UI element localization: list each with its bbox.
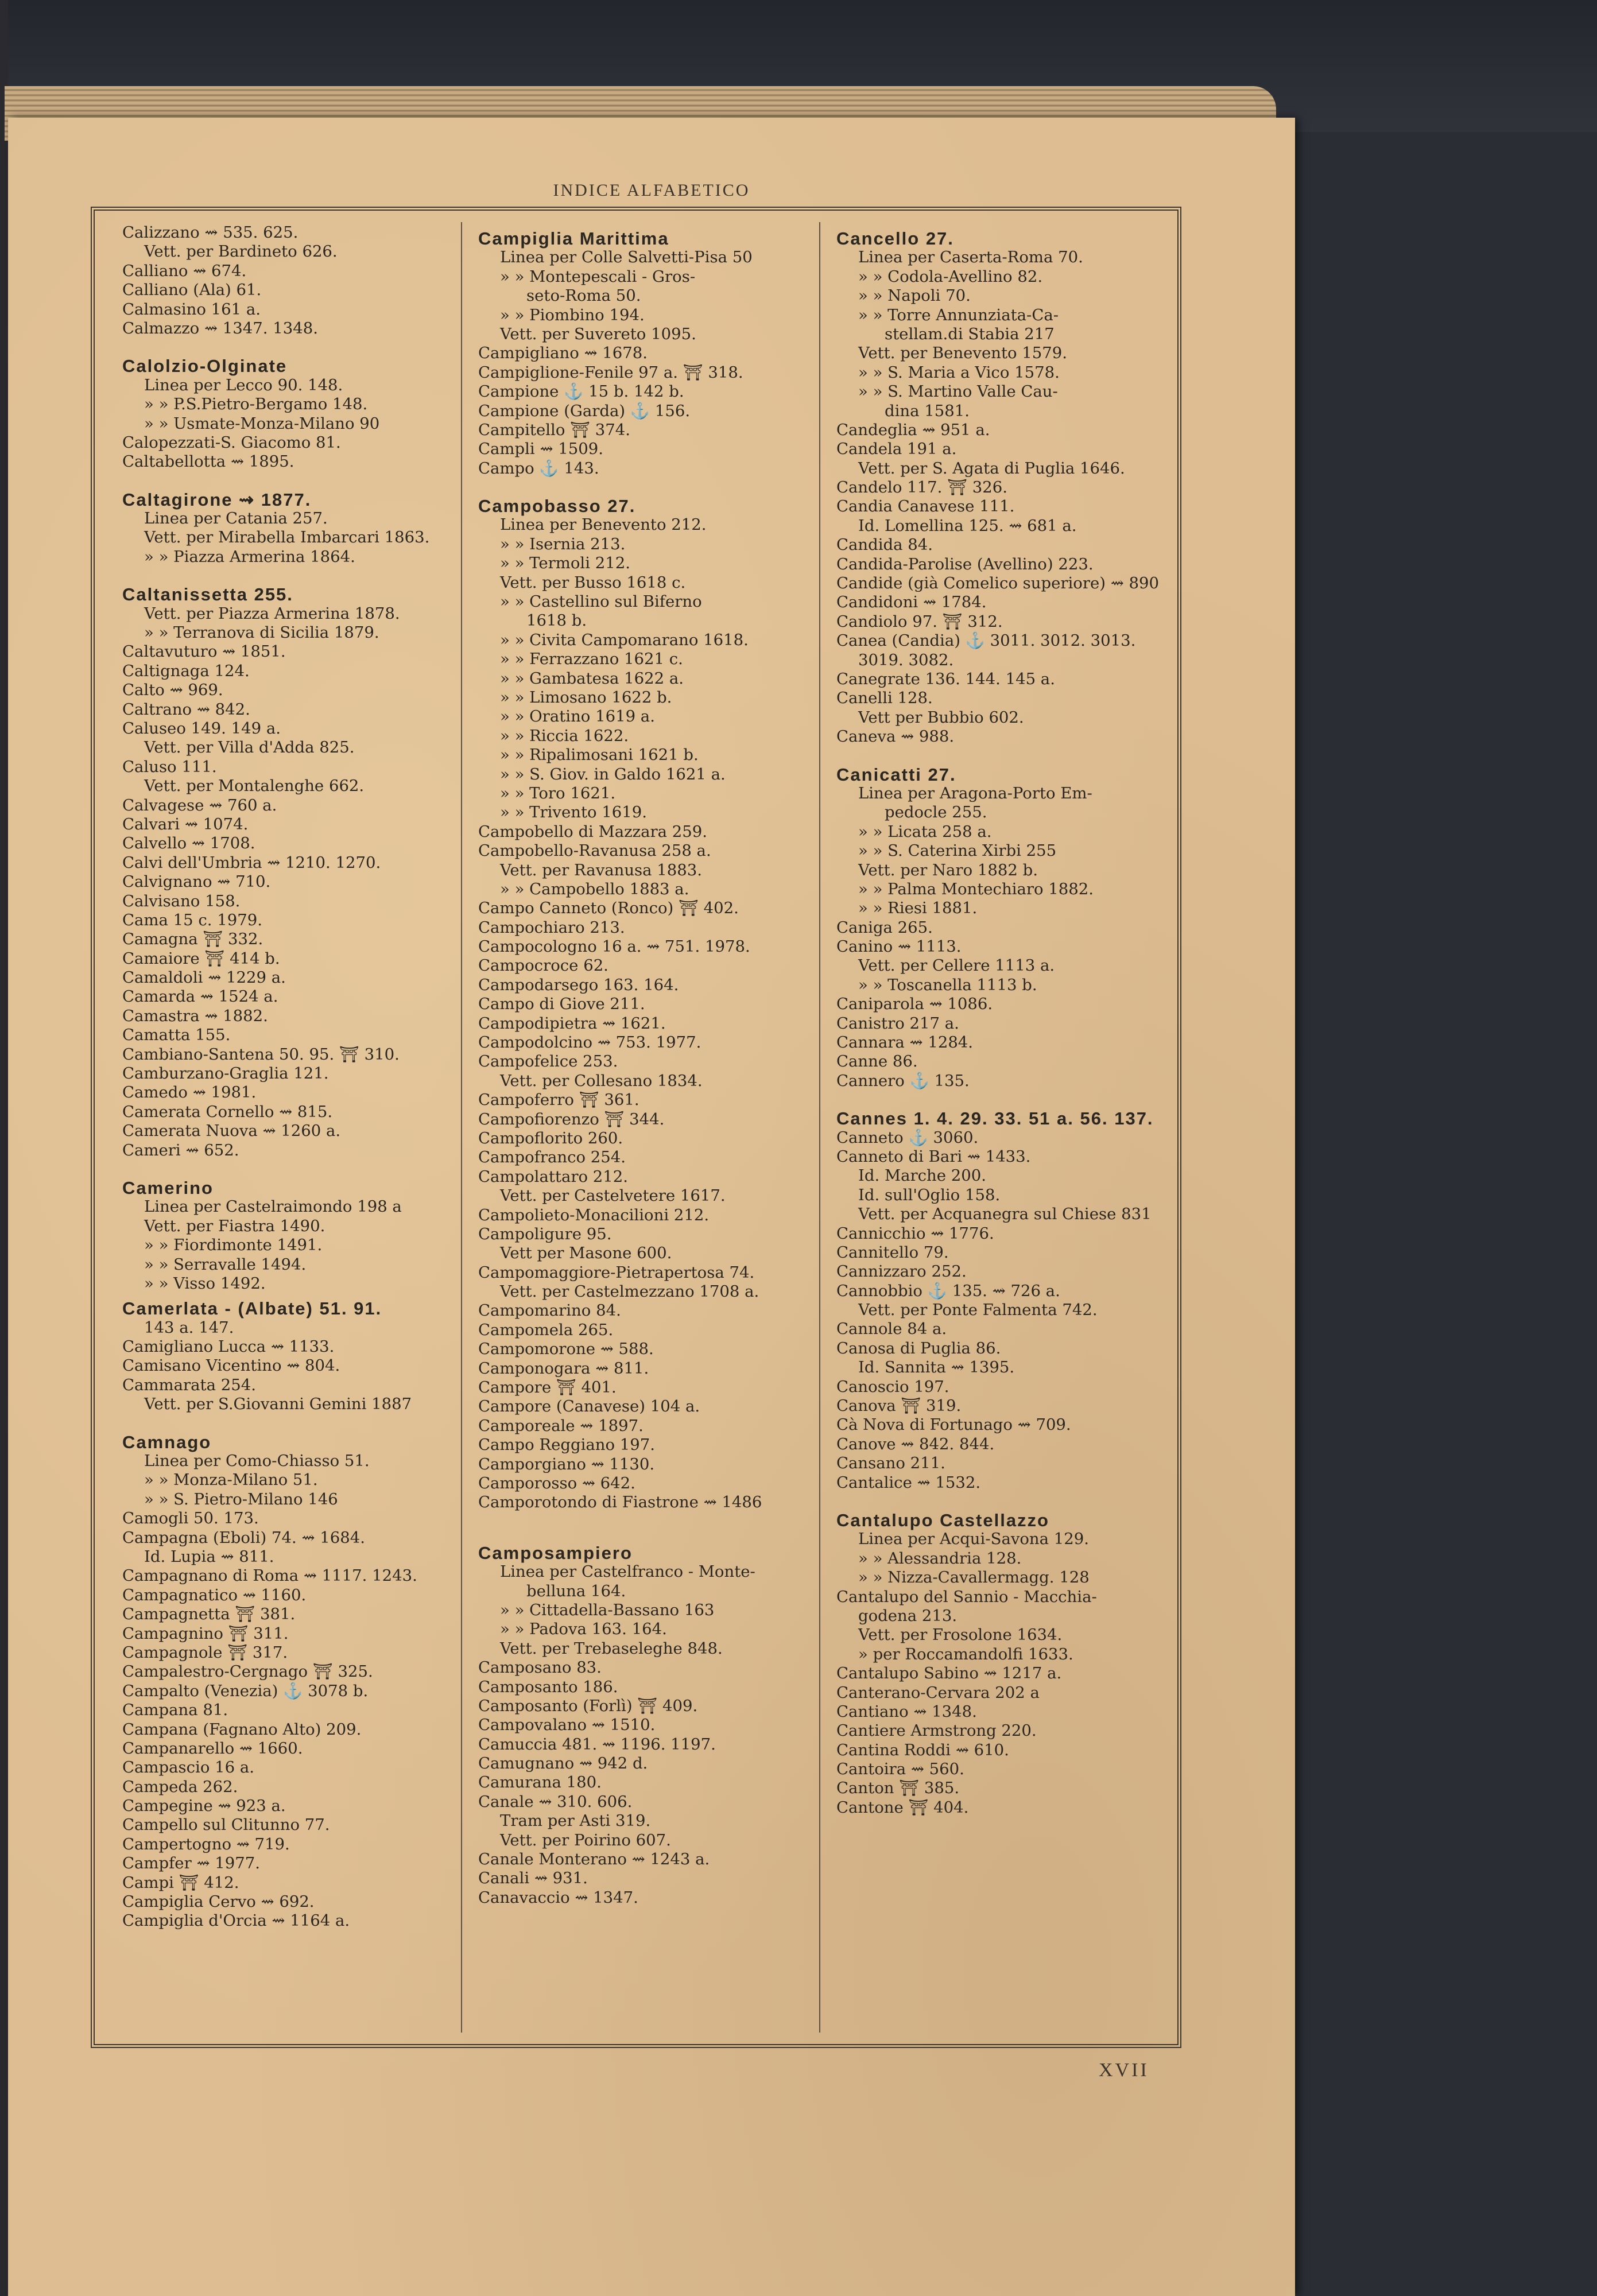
index-heading: Cancello 27. — [836, 228, 954, 249]
index-entry: Vett per Masone 600. — [500, 1244, 672, 1263]
index-entry: Camuccia 481. ⇝ 1196. 1197. — [478, 1735, 716, 1754]
index-entry: Campeda 262. — [122, 1777, 238, 1796]
index-entry: » » Montepescali - Gros- — [500, 267, 696, 286]
index-entry: Linea per Catania 257. — [144, 509, 328, 528]
index-entry: Canegrate 136. 144. 145 a. — [836, 669, 1055, 688]
index-entry: Camigliano Lucca ⇝ 1133. — [122, 1337, 335, 1356]
index-entry: 1618 b. — [526, 611, 587, 630]
index-entry: Cannero ⚓ 135. — [836, 1071, 970, 1090]
index-entry: Campobello-Ravanusa 258 a. — [478, 841, 711, 860]
index-entry: » » Visso 1492. — [144, 1274, 266, 1293]
index-entry: Vett per Bubbio 602. — [858, 708, 1024, 727]
index-entry: Camburzano-Graglia 121. — [122, 1064, 329, 1083]
index-entry: » » Fiordimonte 1491. — [144, 1236, 323, 1255]
index-entry: Campigliano ⇝ 1678. — [478, 344, 648, 363]
binding-edge — [0, 0, 8, 2296]
index-entry: Candela 191 a. — [836, 440, 957, 459]
index-entry: Campodolcino ⇝ 753. 1977. — [478, 1033, 701, 1052]
index-entry: Vett. per Benevento 1579. — [858, 344, 1068, 363]
index-entry: Cantiere Armstrong 220. — [836, 1721, 1037, 1740]
index-entry: Vett. per S.Giovanni Gemini 1887 — [144, 1395, 412, 1414]
index-entry: » » Piombino 194. — [500, 305, 645, 324]
index-entry: Calliano (Ala) 61. — [122, 281, 262, 300]
index-entry: 3019. 3082. — [858, 650, 954, 669]
index-entry: Linea per Colle Salvetti-Pisa 50 — [500, 248, 753, 267]
index-entry: Campo di Giove 211. — [478, 995, 645, 1014]
index-entry: » » Campobello 1883 a. — [500, 879, 689, 898]
index-entry: Vett. per Frosolone 1634. — [858, 1626, 1063, 1645]
index-entry: Canino ⇝ 1113. — [836, 937, 962, 956]
index-entry: Caluseo 149. 149 a. — [122, 719, 281, 738]
index-entry: Candelo 117. ⛩ 326. — [836, 478, 1007, 497]
index-entry: Campione ⚓ 15 b. 142 b. — [478, 382, 684, 401]
index-entry: » » Nizza-Cavallermagg. 128 — [858, 1568, 1090, 1587]
index-entry: Vett. per Fiastra 1490. — [144, 1216, 325, 1235]
index-entry: » » Riesi 1881. — [858, 899, 978, 918]
index-entry: Caniga 265. — [836, 918, 933, 937]
index-entry: Campoferro ⛩ 361. — [478, 1091, 639, 1110]
index-entry: Campodarsego 163. 164. — [478, 975, 679, 994]
index-entry: Calvisano 158. — [122, 891, 241, 910]
index-entry: Vett. per Piazza Armerina 1878. — [144, 604, 400, 623]
index-entry: Id. Marche 200. — [858, 1166, 987, 1185]
page-number: XVII — [1099, 2060, 1149, 2081]
index-entry: Linea per Acqui-Savona 129. — [858, 1530, 1090, 1549]
index-entry: Vett. per Naro 1882 b. — [858, 860, 1038, 879]
index-entry: Campiglia d'Orcia ⇝ 1164 a. — [122, 1911, 350, 1930]
index-entry: » » Terranova di Sicilia 1879. — [144, 623, 379, 642]
index-entry: Linea per Caserta-Roma 70. — [858, 248, 1083, 267]
index-entry: Camporotondo di Fiastrone ⇝ 1486 — [478, 1493, 762, 1512]
spacer — [122, 567, 524, 579]
index-entry: Campalestro-Cergnago ⛩ 325. — [122, 1662, 373, 1681]
index-entry: seto-Roma 50. — [526, 286, 641, 305]
index-entry: Campalto (Venezia) ⚓ 3078 b. — [122, 1681, 369, 1700]
index-entry: Camporosso ⇝ 642. — [478, 1474, 635, 1492]
index-entry: Camponogara ⇝ 811. — [478, 1359, 649, 1378]
index-entry: Caltavuturo ⇝ 1851. — [122, 642, 286, 661]
index-heading: Cannes 1. 4. 29. 33. 51 a. 56. 137. — [836, 1108, 1154, 1129]
index-entry: Calmazzo ⇝ 1347. 1348. — [122, 319, 318, 338]
spacer — [478, 1525, 823, 1538]
index-entry: Camugnano ⇝ 942 d. — [478, 1754, 648, 1773]
index-entry: » » Trivento 1619. — [500, 803, 648, 822]
index-entry: Cannobbio ⚓ 135. ⇝ 726 a. — [836, 1281, 1060, 1300]
index-entry: Calmasino 161 a. — [122, 300, 261, 319]
index-entry: Cannicchio ⇝ 1776. — [836, 1224, 994, 1243]
index-frame — [91, 207, 1181, 2048]
index-entry: Caltabellotta ⇝ 1895. — [122, 452, 294, 471]
index-entry: Caltignaga 124. — [122, 661, 250, 680]
index-entry: Campana (Fagnano Alto) 209. — [122, 1720, 362, 1739]
index-entry: Vett. per Poirino 607. — [500, 1830, 671, 1849]
spacer — [122, 338, 524, 351]
index-entry: Candida 84. — [836, 536, 933, 554]
index-entry: Vett. per Castelvetere 1617. — [500, 1186, 726, 1205]
index-entry: » » Licata 258 a. — [858, 822, 992, 841]
index-entry: Cansano 211. — [836, 1454, 945, 1473]
index-entry: Canneto ⚓ 3060. — [836, 1128, 979, 1147]
index-entry: Linea per Aragona-Porto Em- — [858, 784, 1092, 802]
index-heading: Camerlata - (Albate) 51. 91. — [122, 1298, 382, 1319]
index-heading: Caltanissetta 255. — [122, 584, 293, 605]
index-entry: Vett. per Castelmezzano 1708 a. — [500, 1282, 759, 1301]
index-entry: pedocle 255. — [885, 803, 987, 822]
index-heading: Camerino — [122, 1177, 214, 1198]
index-heading: Camposampiero — [478, 1542, 633, 1563]
index-entry: Campoflorito 260. — [478, 1128, 623, 1147]
index-entry: Camposanto 186. — [478, 1677, 618, 1696]
index-entry: Campomela 265. — [478, 1320, 614, 1339]
index-entry: Camaldoli ⇝ 1229 a. — [122, 968, 286, 987]
spacer — [836, 747, 1181, 759]
index-entry: Campomaggiore-Pietrapertosa 74. — [478, 1263, 755, 1282]
index-entry: Cantina Roddi ⇝ 610. — [836, 1740, 1009, 1759]
index-entry: Canton ⛩ 385. — [836, 1779, 960, 1798]
index-entry: » » Cittadella-Bassano 163 — [500, 1600, 715, 1619]
index-entry: Camaiore ⛩ 414 b. — [122, 949, 280, 968]
index-entry: » » Termoli 212. — [500, 554, 630, 573]
index-entry: Campfer ⇝ 1977. — [122, 1854, 260, 1873]
index-entry: Campagnatico ⇝ 1160. — [122, 1585, 307, 1604]
spacer — [836, 1091, 1181, 1103]
index-entry: Calliano ⇝ 674. — [122, 261, 247, 280]
index-entry: » » Ripalimosani 1621 b. — [500, 746, 699, 765]
index-heading: Camnago — [122, 1432, 212, 1452]
index-entry: Campofranco 254. — [478, 1148, 626, 1167]
spacer — [122, 472, 524, 484]
index-entry: Cantalice ⇝ 1532. — [836, 1473, 981, 1492]
index-entry: Vett. per Suvereto 1095. — [500, 324, 696, 343]
index-entry: Campagnole ⛩ 317. — [122, 1643, 288, 1662]
index-entry: belluna 164. — [526, 1581, 626, 1600]
index-entry: Linea per Benevento 212. — [500, 515, 707, 534]
index-entry: » » Isernia 213. — [500, 534, 626, 553]
index-entry: » » Palma Montechiaro 1882. — [858, 879, 1094, 898]
index-entry: Camurana 180. — [478, 1773, 602, 1792]
index-entry: Campolattaro 212. — [478, 1167, 629, 1186]
index-entry: Cannitello 79. — [836, 1243, 949, 1262]
index-entry: Cà Nova di Fortunago ⇝ 709. — [836, 1415, 1071, 1434]
index-entry: Campagnetta ⛩ 381. — [122, 1605, 296, 1624]
index-heading: Campiglia Marittima — [478, 228, 669, 249]
index-heading: Campobasso 27. — [478, 496, 636, 517]
index-entry: Calvari ⇝ 1074. — [122, 815, 249, 833]
index-entry: Campi ⛩ 412. — [122, 1873, 239, 1892]
index-entry: Canale ⇝ 310. 606. — [478, 1792, 633, 1811]
index-entry: Canova ⛩ 319. — [836, 1397, 962, 1415]
index-entry: 143 a. 147. — [144, 1318, 234, 1337]
index-entry: Cannizzaro 252. — [836, 1262, 967, 1281]
index-entry: Campofiorenzo ⛩ 344. — [478, 1110, 665, 1128]
index-entry: Vett. per Busso 1618 c. — [500, 573, 686, 592]
index-entry: Vett. per Cellere 1113 a. — [858, 956, 1055, 975]
index-entry: Calvignano ⇝ 710. — [122, 872, 271, 891]
index-entry: Caneva ⇝ 988. — [836, 727, 955, 746]
index-entry: Canterano-Cervara 202 a — [836, 1683, 1040, 1702]
index-entry: » » S. Martino Valle Cau- — [858, 382, 1058, 401]
index-entry: Vett. per Montalenghe 662. — [144, 777, 365, 796]
index-entry: Campore (Canavese) 104 a. — [478, 1397, 700, 1416]
index-entry: Campello sul Clitunno 77. — [122, 1816, 330, 1835]
index-entry: Cantoira ⇝ 560. — [836, 1760, 964, 1779]
index-column-1 — [122, 223, 524, 1931]
index-entry: Linea per Como-Chiasso 51. — [144, 1452, 370, 1471]
index-entry: Canosa di Puglia 86. — [836, 1339, 1001, 1358]
index-entry: Cameri ⇝ 652. — [122, 1141, 239, 1159]
index-entry: Id. Lupia ⇝ 811. — [144, 1548, 274, 1566]
index-entry: Campagna (Eboli) 74. ⇝ 1684. — [122, 1528, 365, 1547]
index-entry: Calopezzati-S. Giacomo 81. — [122, 433, 341, 452]
index-entry: Camarda ⇝ 1524 a. — [122, 987, 278, 1006]
index-entry: » » Toro 1621. — [500, 784, 616, 802]
index-entry: » » Napoli 70. — [858, 286, 971, 305]
index-entry: Vett. per Mirabella Imbarcari 1863. — [144, 528, 430, 547]
index-entry: Candide (già Comelico superiore) ⇝ 890 — [836, 574, 1160, 593]
index-entry: Vett. per S. Agata di Puglia 1646. — [858, 459, 1125, 478]
index-entry: Campertogno ⇝ 719. — [122, 1835, 290, 1853]
index-entry: Tram per Asti 319. — [500, 1812, 651, 1830]
index-entry: Id. sull'Oglio 158. — [858, 1185, 1001, 1204]
index-entry: Caniparola ⇝ 1086. — [836, 995, 993, 1014]
index-entry: Campore ⛩ 401. — [478, 1378, 617, 1397]
index-entry: Candia Canavese 111. — [836, 497, 1015, 516]
index-entry: » » P.S.Pietro-Bergamo 148. — [144, 395, 368, 414]
index-entry: Campovalano ⇝ 1510. — [478, 1716, 656, 1735]
index-entry: Campolieto-Monacilioni 212. — [478, 1205, 710, 1224]
index-entry: Candeglia ⇝ 951 a. — [836, 420, 990, 439]
index-entry: Candiolo 97. ⛩ 312. — [836, 612, 1003, 631]
index-entry: Cantiano ⇝ 1348. — [836, 1702, 977, 1721]
index-entry: Campo Reggiano 197. — [478, 1436, 656, 1455]
index-entry: » » Codola-Avellino 82. — [858, 267, 1043, 286]
index-entry: Campo Canneto (Ronco) ⛩ 402. — [478, 899, 739, 918]
index-entry: Campomarino 84. — [478, 1301, 621, 1320]
index-entry: Calizzano ⇝ 535. 625. — [122, 223, 299, 242]
index-entry: Cantalupo Sabino ⇝ 1217 a. — [836, 1664, 1062, 1683]
index-entry: Vett. per Ponte Falmenta 742. — [858, 1301, 1098, 1320]
index-entry: » » Ferrazzano 1621 c. — [500, 650, 683, 669]
index-entry: » per Roccamandolfi 1633. — [858, 1645, 1073, 1663]
index-entry: Linea per Castelraimondo 198 a — [144, 1197, 402, 1216]
index-entry: » » Piazza Armerina 1864. — [144, 547, 355, 566]
index-entry: Caltrano ⇝ 842. — [122, 700, 250, 719]
index-entry: » » Civita Campomarano 1618. — [500, 630, 749, 649]
index-entry: » » Toscanella 1113 b. — [858, 975, 1037, 994]
index-entry: Cammarata 254. — [122, 1375, 256, 1394]
index-entry: » » Monza-Milano 51. — [144, 1471, 318, 1490]
index-column-2 — [478, 223, 823, 1907]
index-entry: Campagnano di Roma ⇝ 1117. 1243. — [122, 1566, 417, 1585]
index-entry: Campegine ⇝ 923 a. — [122, 1797, 286, 1816]
index-entry: stellam.di Stabia 217 — [885, 324, 1055, 343]
index-entry: Linea per Lecco 90. 148. — [144, 375, 343, 394]
index-entry: Candida-Parolise (Avellino) 223. — [836, 554, 1094, 573]
index-entry: Campodipietra ⇝ 1621. — [478, 1014, 666, 1033]
index-entry: Cama 15 c. 1979. — [122, 910, 262, 929]
index-entry: Camposanto (Forlì) ⛩ 409. — [478, 1696, 698, 1715]
index-entry: Id. Lomellina 125. ⇝ 681 a. — [858, 516, 1077, 535]
index-entry: Campobello di Mazzara 259. — [478, 822, 708, 841]
index-entry: » » Torre Annunziata-Ca- — [858, 305, 1059, 324]
index-entry: Vett. per Collesano 1834. — [500, 1071, 703, 1090]
index-entry: Campione (Garda) ⚓ 156. — [478, 401, 691, 420]
index-entry: Campoligure 95. — [478, 1224, 612, 1243]
index-entry: Campocologno 16 a. ⇝ 751. 1978. — [478, 937, 750, 956]
index-entry: Camatta 155. — [122, 1026, 231, 1045]
index-entry: Canavaccio ⇝ 1347. — [478, 1888, 638, 1907]
index-entry: Calvi dell'Umbria ⇝ 1210. 1270. — [122, 853, 381, 872]
index-entry: Id. Sannita ⇝ 1395. — [858, 1358, 1015, 1377]
index-entry: » » Limosano 1622 b. — [500, 688, 672, 707]
book-page — [8, 118, 1295, 2296]
index-entry: » » S. Maria a Vico 1578. — [858, 363, 1060, 382]
index-entry: Campochiaro 213. — [478, 918, 625, 937]
index-entry: godena 213. — [858, 1606, 958, 1625]
index-entry: Canale Monterano ⇝ 1243 a. — [478, 1850, 710, 1869]
index-entry: Canoscio 197. — [836, 1377, 949, 1396]
index-entry: » » Oratino 1619 a. — [500, 707, 655, 726]
index-entry: Vett. per Bardineto 626. — [144, 242, 338, 261]
index-entry: Vett. per Acquanegra sul Chiese 831 — [858, 1205, 1152, 1224]
spacer — [478, 478, 823, 491]
index-entry: Camerata Nuova ⇝ 1260 a. — [122, 1122, 341, 1141]
index-entry: Campomorone ⇝ 588. — [478, 1340, 654, 1359]
spacer — [478, 1512, 823, 1525]
index-entry: Canea (Candia) ⚓ 3011. 3012. 3013. — [836, 631, 1136, 650]
running-header: INDICE ALFABETICO — [553, 181, 750, 200]
index-heading: Calolzio-Olginate — [122, 356, 288, 377]
index-entry: Canne 86. — [836, 1052, 918, 1071]
index-entry: » » S. Giov. in Galdo 1621 a. — [500, 765, 726, 784]
index-entry: Calvagese ⇝ 760 a. — [122, 796, 277, 815]
index-entry: Campiglione-Fenile 97 a. ⛩ 318. — [478, 363, 743, 382]
index-entry: Campocroce 62. — [478, 956, 608, 975]
index-entry: Vett. per Trebaseleghe 848. — [500, 1639, 723, 1658]
index-entry: Cantalupo del Sannio - Macchia- — [836, 1587, 1097, 1606]
index-entry: Campli ⇝ 1509. — [478, 440, 603, 459]
index-entry: » » Riccia 1622. — [500, 726, 629, 745]
index-entry: Calto ⇝ 969. — [122, 681, 223, 700]
index-entry: » » S. Pietro-Milano 146 — [144, 1490, 338, 1508]
spacer — [122, 1160, 524, 1173]
index-column-3 — [836, 223, 1181, 1817]
index-entry: Calvello ⇝ 1708. — [122, 834, 255, 853]
index-entry: Canistro 217 a. — [836, 1014, 959, 1033]
index-entry: Vett. per Ravanusa 1883. — [500, 860, 703, 879]
index-entry: Campagnino ⛩ 311. — [122, 1624, 289, 1643]
index-entry: dina 1581. — [885, 401, 970, 420]
index-entry: » » S. Caterina Xirbi 255 — [858, 841, 1057, 860]
index-entry: Camogli 50. 173. — [122, 1509, 259, 1528]
index-entry: Camedo ⇝ 1981. — [122, 1083, 257, 1102]
spacer — [122, 1414, 524, 1427]
index-heading: Caltagirone ⇝ 1877. — [122, 489, 312, 510]
index-entry: » » Castellino sul Biferno — [500, 592, 702, 611]
index-entry: Canove ⇝ 842. 844. — [836, 1434, 995, 1453]
index-entry: Cambiano-Santena 50. 95. ⛩ 310. — [122, 1045, 400, 1064]
index-entry: Camastra ⇝ 1882. — [122, 1006, 268, 1025]
spacer — [836, 1492, 1181, 1505]
index-entry: Linea per Castelfranco - Monte- — [500, 1562, 755, 1581]
index-entry: Cantone ⛩ 404. — [836, 1798, 969, 1817]
index-entry: Camerata Cornello ⇝ 815. — [122, 1102, 333, 1121]
index-entry: Campanarello ⇝ 1660. — [122, 1739, 303, 1758]
index-entry: » » Alessandria 128. — [858, 1549, 1022, 1568]
index-entry: » » Gambatesa 1622 a. — [500, 669, 684, 688]
index-entry: Campiglia Cervo ⇝ 692. — [122, 1892, 315, 1911]
index-entry: Canelli 128. — [836, 689, 933, 708]
index-entry: Canali ⇝ 931. — [478, 1869, 588, 1888]
index-entry: Campofelice 253. — [478, 1052, 618, 1071]
index-entry: Campitello ⛩ 374. — [478, 420, 631, 439]
index-entry: Canneto di Bari ⇝ 1433. — [836, 1147, 1031, 1166]
index-entry: Camposano 83. — [478, 1658, 602, 1677]
index-heading: Cantalupo Castellazzo — [836, 1510, 1049, 1530]
index-entry: Caluso 111. — [122, 757, 217, 776]
index-entry: Camporgiano ⇝ 1130. — [478, 1455, 655, 1473]
index-entry: Campo ⚓ 143. — [478, 459, 599, 478]
index-entry: Camisano Vicentino ⇝ 804. — [122, 1356, 340, 1375]
index-entry: » » Usmate-Monza-Milano 90 — [144, 414, 380, 433]
index-entry: Candidoni ⇝ 1784. — [836, 593, 987, 612]
index-entry: » » Padova 163. 164. — [500, 1620, 667, 1639]
index-entry: Campana 81. — [122, 1701, 228, 1720]
index-entry: » » Serravalle 1494. — [144, 1255, 307, 1274]
index-entry: Camporeale ⇝ 1897. — [478, 1416, 644, 1435]
index-heading: Canicatti 27. — [836, 764, 956, 785]
index-entry: Cannara ⇝ 1284. — [836, 1033, 974, 1052]
index-entry: Campascio 16 a. — [122, 1758, 254, 1777]
index-entry: Cannole 84 a. — [836, 1320, 947, 1339]
index-entry: Camagna ⛩ 332. — [122, 930, 263, 949]
index-entry: Vett. per Villa d'Adda 825. — [144, 738, 355, 757]
